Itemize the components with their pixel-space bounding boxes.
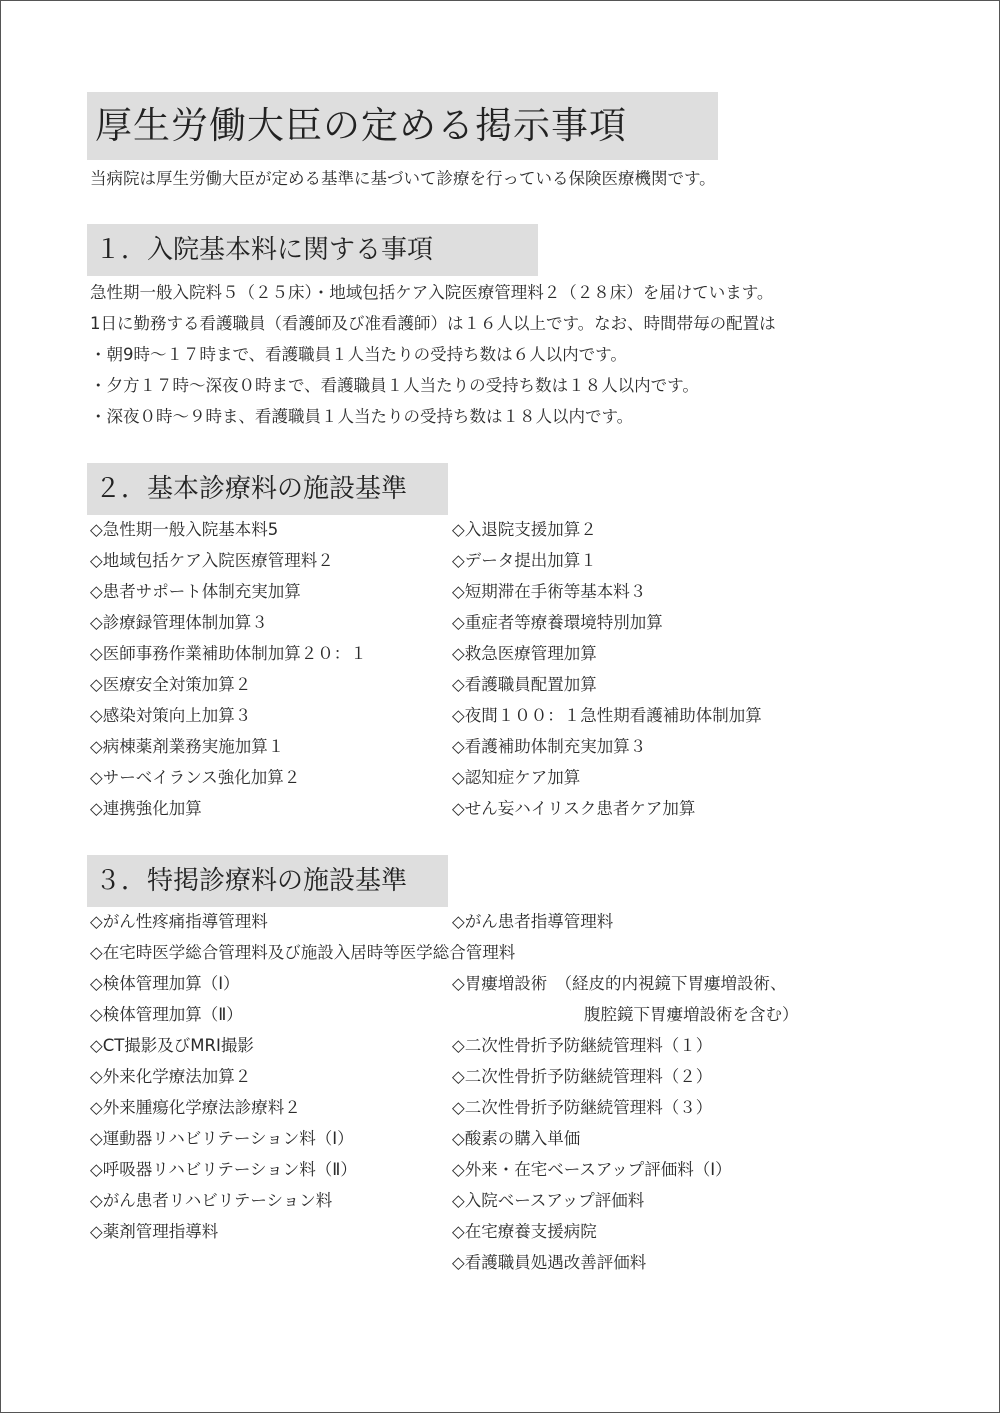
section2-right-item: ◇看護補助体制充実加算３ <box>452 737 647 756</box>
section3-right-item: ◇二次性骨折予防継続管理料（１） <box>452 1036 713 1055</box>
section3-left-item: ◇薬剤管理指導料 <box>90 1222 219 1241</box>
section3-left-item: ◇外来腫瘍化学療法診療料２ <box>90 1098 301 1117</box>
section3-right-item: ◇外来・在宅ベースアップ評価料（Ⅰ） <box>452 1160 732 1179</box>
section3-title: ３．特掲診療料の施設基準 <box>95 866 408 896</box>
section3-left-item: ◇呼吸器リハビリテーション料（Ⅱ） <box>90 1160 357 1179</box>
section2-right-item: ◇夜間１００：１急性期看護補助体制加算 <box>452 706 762 725</box>
section3-left-item: ◇検体管理加算（Ⅰ） <box>90 974 240 993</box>
section2-right-item: ◇短期滞在手術等基本料３ <box>452 582 647 601</box>
section2-right-item: ◇重症者等療養環境特別加算 <box>452 613 663 632</box>
section2-right-item: ◇データ提出加算１ <box>452 551 597 570</box>
section2-left-item: ◇患者サポート体制充実加算 <box>90 582 301 601</box>
section3-left-item: ◇CT撮影及びMRI撮影 <box>90 1036 254 1055</box>
section2-right-item: ◇入退院支援加算２ <box>452 520 597 539</box>
section2-left-item: ◇病棟薬剤業務実施加算１ <box>90 737 285 756</box>
section3-right-item: ◇在宅療養支援病院 <box>452 1222 597 1241</box>
intro-text: 当病院は厚生労働大臣が定める基準に基づいて診療を行っている保険医療機関です。 <box>90 169 716 188</box>
section3-left-item: ◇外来化学療法加算２ <box>90 1067 252 1086</box>
section1-line: 1日に勤務する看護職員（看護師及び准看護師）は１６人以上です。なお、時間帯毎の配置は <box>90 314 776 333</box>
section3-left-item: ◇運動器リハビリテーション料（Ⅰ） <box>90 1129 354 1148</box>
section2-right-item: ◇看護職員配置加算 <box>452 675 597 694</box>
section2-right-item: ◇認知症ケア加算 <box>452 768 581 787</box>
section3-left-item: ◇がん性疼痛指導管理料 <box>90 912 268 931</box>
section2-left-item: ◇急性期一般入院基本料5 <box>90 520 279 539</box>
section2-title: ２．基本診療料の施設基準 <box>95 474 408 504</box>
section1-line: ・夕方１７時～深夜０時まで、看護職員１人当たりの受持ち数は１８人以内です。 <box>90 376 699 395</box>
section2-left-item: ◇連携強化加算 <box>90 799 202 818</box>
section1-line: ・朝9時～１７時まで、看護職員１人当たりの受持ち数は６人以内です。 <box>90 345 627 364</box>
section3-right-item: ◇二次性骨折予防継続管理料（３） <box>452 1098 713 1117</box>
section2-right-item: ◇救急医療管理加算 <box>452 644 597 663</box>
section3-left-item: ◇がん患者リハビリテーション料 <box>90 1191 333 1210</box>
section3-right-item: ◇胃瘻増設術 （経皮的内視鏡下胃瘻増設術、 <box>452 974 787 993</box>
section2-left-item: ◇診療録管理体制加算３ <box>90 613 268 632</box>
section1-line: 急性期一般入院料５（２５床）・地域包括ケア入院医療管理料２（２８床）を届けています。 <box>90 283 774 302</box>
section2-left-item: ◇感染対策向上加算３ <box>90 706 252 725</box>
section1-line: ・深夜０時～９時ま、看護職員１人当たりの受持ち数は１８人以内です。 <box>90 407 634 426</box>
section3-left-item: ◇検体管理加算（Ⅱ） <box>90 1005 243 1024</box>
section1-title: １．入院基本料に関する事項 <box>95 235 434 265</box>
section3-right-item-continuation: 腹腔鏡下胃瘻増設術を含む） <box>452 1005 799 1024</box>
section2-left-item: ◇サーベイランス強化加算２ <box>90 768 301 787</box>
section3-right-item: ◇がん患者指導管理料 <box>452 912 614 931</box>
section2-left-item: ◇地域包括ケア入院医療管理料２ <box>90 551 334 570</box>
section3-right-item: ◇看護職員処遇改善評価料 <box>452 1253 647 1272</box>
section2-left-item: ◇医師事務作業補助体制加算２０：１ <box>90 644 367 663</box>
section2-left-item: ◇医療安全対策加算２ <box>90 675 252 694</box>
section2-right-item: ◇せん妄ハイリスク患者ケア加算 <box>452 799 696 818</box>
section3-right-item: ◇二次性骨折予防継続管理料（２） <box>452 1067 713 1086</box>
section3-full-row-item: ◇在宅時医学総合管理料及び施設入居時等医学総合管理料 <box>90 943 516 962</box>
page-title: 厚生労働大臣の定める掲示事項 <box>95 104 627 147</box>
section3-right-item: ◇酸素の購入単価 <box>452 1129 581 1148</box>
section3-right-item: ◇入院ベースアップ評価料 <box>452 1191 645 1210</box>
